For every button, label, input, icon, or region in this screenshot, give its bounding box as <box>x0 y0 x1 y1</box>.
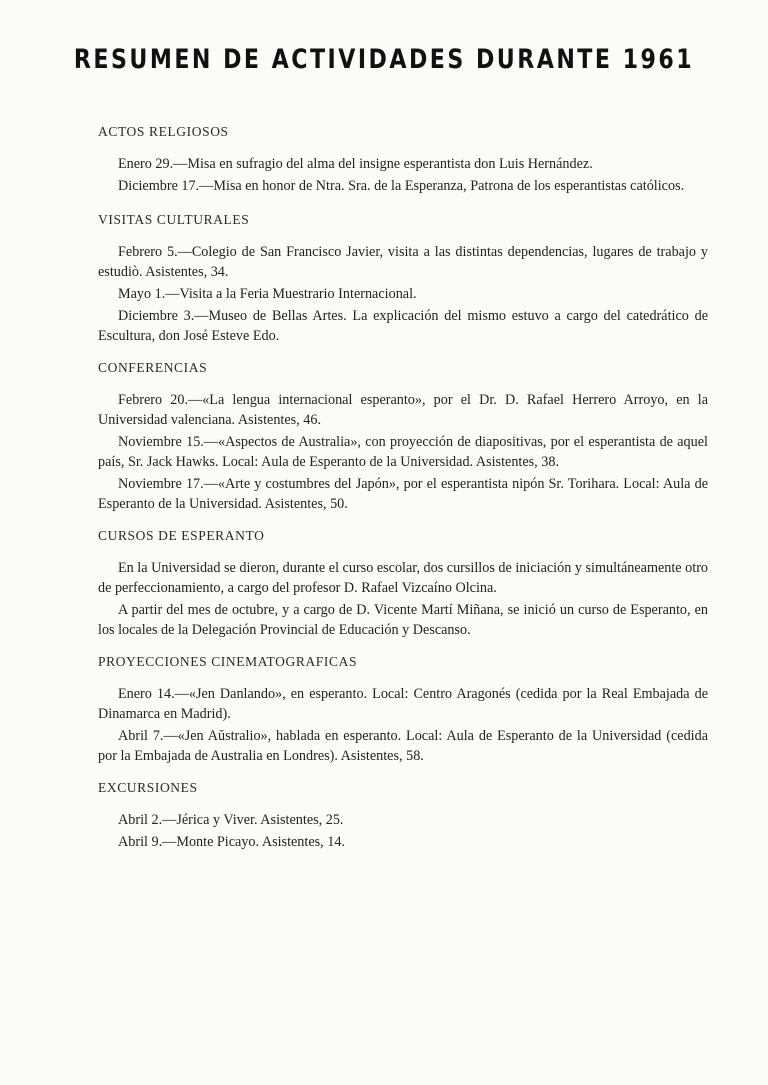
section-heading: PROYECCIONES CINEMATOGRAFICAS <box>98 654 358 669</box>
paragraph: Diciembre 17.—Misa en honor de Ntra. Sra. de la Esperanza, Patrona de los esperantistas católicos. <box>118 178 685 194</box>
section-visitas-culturales <box>98 210 708 346</box>
section-heading: CURSOS DE ESPERANTO <box>98 528 265 543</box>
paragraph: En la Universidad se dieron, durante el curso escolar, dos cursillos de iniciación y simultáneamente otro de perfeccionamiento, a cargo del profesor D. Rafael Vizcaíno Olcina. <box>98 560 709 596</box>
paragraph: Mayo 1.—Visita a la Feria Muestrario Internacional. <box>118 286 417 302</box>
section-heading: VISITAS CULTURALES <box>98 212 250 227</box>
paragraph: Enero 29.—Misa en sufragio del alma del insigne esperantista don Luis Hernández. <box>118 156 593 172</box>
section-heading: ACTOS RELGIOSOS <box>98 124 229 139</box>
paragraph: A partir del mes de octubre, y a cargo de D. Vicente Martí Miñana, se inició un curso de Esperanto, en los locales de la Delegación Provincial de Educación y Descanso. <box>98 602 708 638</box>
section-heading: CONFERENCIAS <box>98 360 208 375</box>
section-cursos-de-esperanto <box>98 526 708 640</box>
paragraph: Abril 9.—Monte Picayo. Asistentes, 14. <box>118 834 345 850</box>
page-title: RESUMEN DE ACTIVIDADES DURANTE 1961 <box>73 44 695 75</box>
paragraph: Noviembre 17.—«Arte y costumbres del Japón», por el esperantista nipón Sr. Torihara. Local: Aula de Esperanto de la Universidad. Asistentes, 50. <box>98 476 708 512</box>
paragraph: Febrero 5.—Colegio de San Francisco Javier, visita a las distintas dependencias, lugares de trabajo y estudiò. Asistentes, 34. <box>98 244 708 280</box>
paragraph: Noviembre 15.—«Aspectos de Australia», con proyección de diapositivas, por el esperantista de aquel país, Sr. Jack Hawks. Local: Aula de Esperanto de la Universidad. Asistentes, 38. <box>98 434 708 470</box>
section-proyecciones-cinematograficas <box>98 652 708 766</box>
paragraph: Abril 2.—Jérica y Viver. Asistentes, 25. <box>118 812 344 828</box>
paragraph: Abril 7.—«Jen Aŭstralio», hablada en esperanto. Local: Aula de Esperanto de la Universidad (cedida por la Embajada de Australia en Londres). Asistentes, 58. <box>98 728 708 764</box>
paragraph: Enero 14.—«Jen Danlando», en esperanto. Local: Centro Aragonés (cedida por la Real Embajada de Dinamarca en Madrid). <box>98 686 708 722</box>
section-conferencias <box>98 358 708 514</box>
section-heading: EXCURSIONES <box>98 780 198 795</box>
section-excursiones <box>98 778 708 852</box>
paragraph: Febrero 20.—«La lengua internacional esperanto», por el Dr. D. Rafael Herrero Arroyo, en la Universidad valenciana. Asistentes, 46. <box>98 392 708 428</box>
paragraph: Diciembre 3.—Museo de Bellas Artes. La explicación del mismo estuvo a cargo del catedrático de Escultura, don José Esteve Edo. <box>98 308 708 344</box>
document-body <box>98 122 708 864</box>
section-actos-religiosos <box>98 122 708 196</box>
